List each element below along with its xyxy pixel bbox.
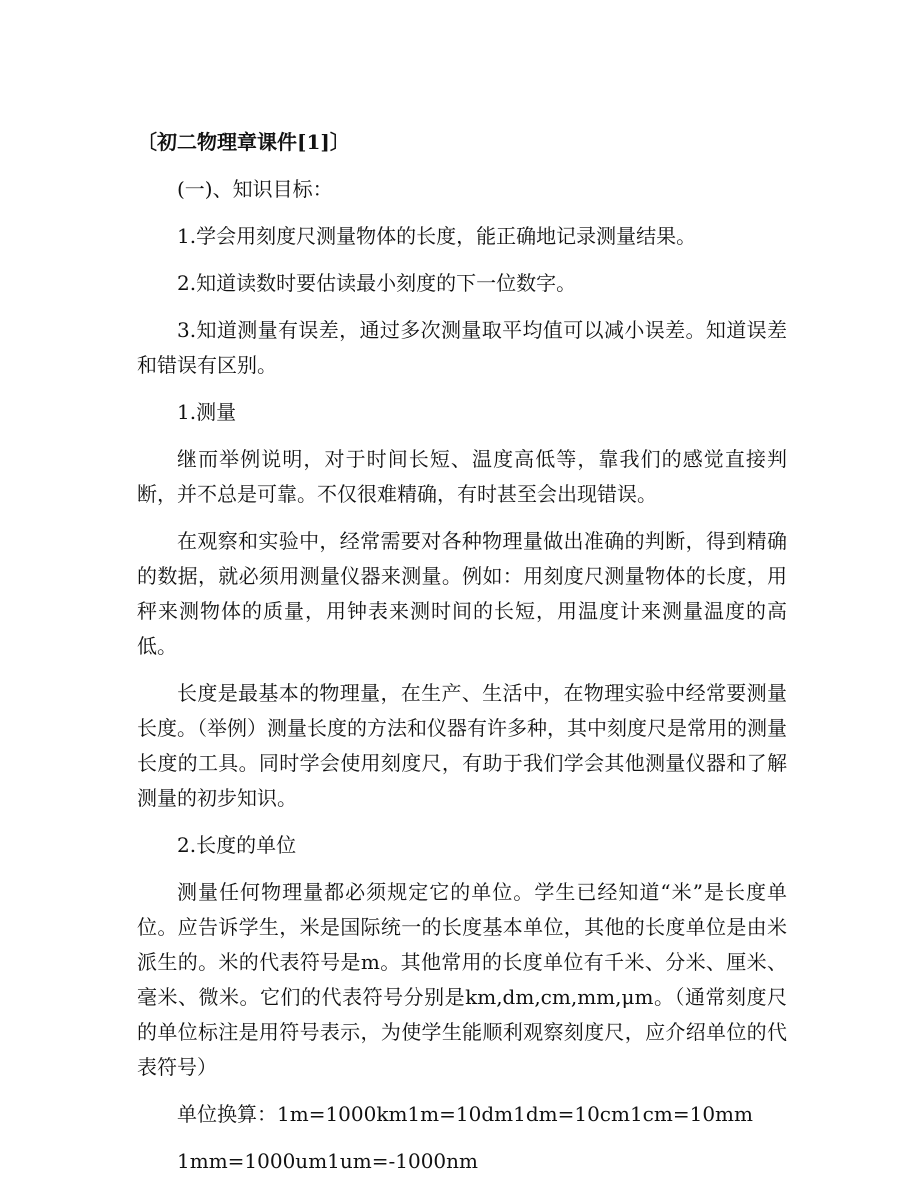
paragraph-length-basic-quantity: 长度是最基本的物理量，在生产、生活中，在物理实验中经常要测量长度。（举例）测量长度的方法和仪器有许多种，其中刻度尺是常用的测量长度的工具。同时学会使用刻度尺，有助于我们学会其他测量仪器和了解测量的初步知识。 — [137, 681, 787, 810]
paragraph-goal-3: 3.知道测量有误差，通过多次测量取平均值可以减小误差。知道误差和错误有区别。 — [137, 318, 787, 377]
paragraph-goal-2: 2.知道读数时要估读最小刻度的下一位数字。 — [177, 271, 577, 295]
paragraph-goal-1: 1.学会用刻度尺测量物体的长度，能正确地记录测量结果。 — [177, 224, 697, 248]
paragraph-measuring-instruments: 在观察和实验中，经常需要对各种物理量做出准确的判断，得到精确的数据，就必须用测量仪器来测量。例如：用刻度尺测量物体的长度，用秤来测物体的质量，用钟表来测时间的长短，用温度计来测量温度的高低。 — [137, 529, 787, 658]
paragraph-knowledge-goals: (一)、知识目标： — [177, 177, 333, 201]
paragraph-unit-conversion-small: 1mm=1000um1um=-1000nm — [177, 1149, 478, 1173]
paragraph-unit-conversion: 单位换算：1m=1000km1m=10dm1dm=10cm1cm=10mm — [177, 1102, 753, 1126]
section-heading-measurement: 1.测量 — [177, 400, 237, 424]
paragraph-senses-unreliable: 继而举例说明，对于时间长短、温度高低等，靠我们的感觉直接判断，并不总是可靠。不仅很难精确，有时甚至会出现错误。 — [137, 447, 787, 506]
document-body — [137, 125, 787, 1179]
paragraph-unit-definition: 测量任何物理量都必须规定它的单位。学生已经知道“米”是长度单位。应告诉学生，米是国际统一的长度基本单位，其他的长度单位是由米派生的。米的代表符号是m。其他常用的长度单位有千米、分米、厘米、毫米、微米。它们的代表符号分别是km,dm,cm,mm,μm。（通常刻度尺的单位标注是用符号表示，为使学生能顺利观察刻度尺，应介绍单位的代表符号） — [137, 880, 787, 1079]
document-title: 〔初二物理章课件[1]〕 — [137, 130, 350, 154]
section-heading-length-units: 2.长度的单位 — [177, 833, 297, 857]
